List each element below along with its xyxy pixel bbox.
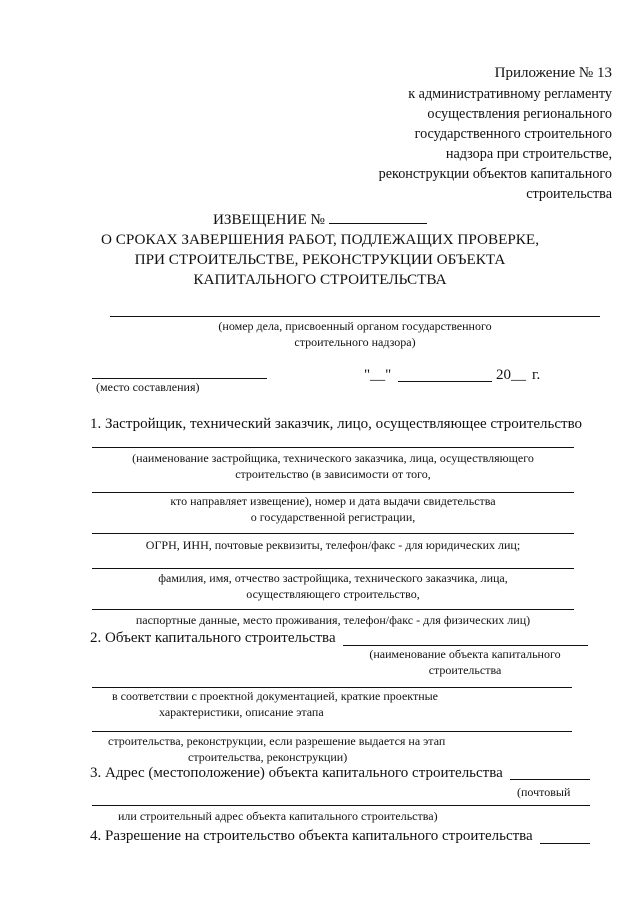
appendix-header [379,62,612,204]
date-year: 20__ [496,367,526,383]
section-1-heading: 1. Застройщик, технический заказчик, лицо, осуществляющее строительство [90,416,583,432]
appendix-line: государственного строительного [414,126,612,142]
caption-line: о государственной регистрации, [250,510,416,524]
document-title [0,210,640,290]
section-4-field[interactable] [540,843,590,844]
place-caption: (место составления) [96,380,200,394]
section-2-caption-3 [108,733,445,765]
section-1-caption-4 [92,570,574,602]
date-day-quote: "__" [364,367,392,383]
section-1-field-4[interactable] [92,568,574,569]
case-number-caption [150,318,560,350]
caption-line: строительство (в зависимости от того, [235,467,431,481]
section-2-caption-1 [330,646,600,678]
caption-line: осуществляющего строительство, [246,587,420,601]
appendix-line: к административному регламенту [408,86,612,102]
notice-label: ИЗВЕЩЕНИЕ № [212,211,326,228]
caption-line: (наименование объекта капитального [369,647,561,661]
section-3-caption-2: или строительный адрес объекта капитального строительства) [118,809,438,823]
section-3-field-2[interactable] [92,805,590,806]
appendix-line: надзора при строительстве, [445,146,612,162]
date-year-suffix: г. [532,367,541,383]
section-1-caption-2 [92,493,574,525]
caption-line: кто направляет извещение), номер и дата выдачи свидетельства [170,494,496,508]
appendix-line: строительства [526,186,612,202]
section-1-field-5[interactable] [92,609,574,610]
section-4-heading: 4. Разрешение на строительство объекта капитального строительства [90,828,533,844]
title-line-notice [0,210,640,230]
appendix-line: Приложение № 13 [494,65,612,81]
caption-line: фамилия, имя, отчество застройщика, технического заказчика, лица, [158,571,508,585]
title-line: О СРОКАХ ЗАВЕРШЕНИЯ РАБОТ, ПОДЛЕЖАЩИХ ПРОВЕРКЕ, [100,231,540,248]
section-2-caption-2 [112,688,438,720]
section-1-caption-5: паспортные данные, место проживания, телефон/факс - для физических лиц) [135,613,531,627]
date-month-field[interactable] [398,381,492,382]
caption-line: (номер дела, присвоенный органом государственного [218,319,492,333]
section-2-field-3[interactable] [92,731,572,732]
title-line: ПРИ СТРОИТЕЛЬСТВЕ, РЕКОНСТРУКЦИИ ОБЪЕКТА [134,251,506,268]
appendix-line: осуществления регионального [427,106,612,122]
section-2-heading: 2. Объект капитального строительства [90,630,336,646]
section-3-field-1[interactable] [510,779,590,780]
section-1-caption-1 [92,450,574,482]
case-number-field[interactable] [110,316,600,317]
caption-line: строительства, реконструкции) [188,750,348,764]
caption-line: строительства [428,663,502,677]
appendix-line: реконструкции объектов капитального [378,166,612,182]
section-1-field-3[interactable] [92,533,574,534]
title-line: КАПИТАЛЬНОГО СТРОИТЕЛЬСТВА [193,271,447,288]
section-3-heading: 3. Адрес (местоположение) объекта капитального строительства [90,765,503,781]
caption-line: характеристики, описание этапа [159,705,324,719]
caption-line: (наименование застройщика, технического заказчика, лица, осуществляющего [132,451,534,465]
section-1-field-1[interactable] [92,447,574,448]
notice-number-blank[interactable] [329,210,427,224]
section-3-caption-1: (почтовый [517,785,571,799]
section-1-caption-3: ОГРН, ИНН, почтовые реквизиты, телефон/факс - для юридических лиц; [145,538,521,552]
caption-line: строительного надзора) [294,335,416,349]
caption-line: строительства, реконструкции, если разрешение выдается на этап [108,734,446,748]
caption-line: в соответствии с проектной документацией, краткие проектные [112,689,438,703]
